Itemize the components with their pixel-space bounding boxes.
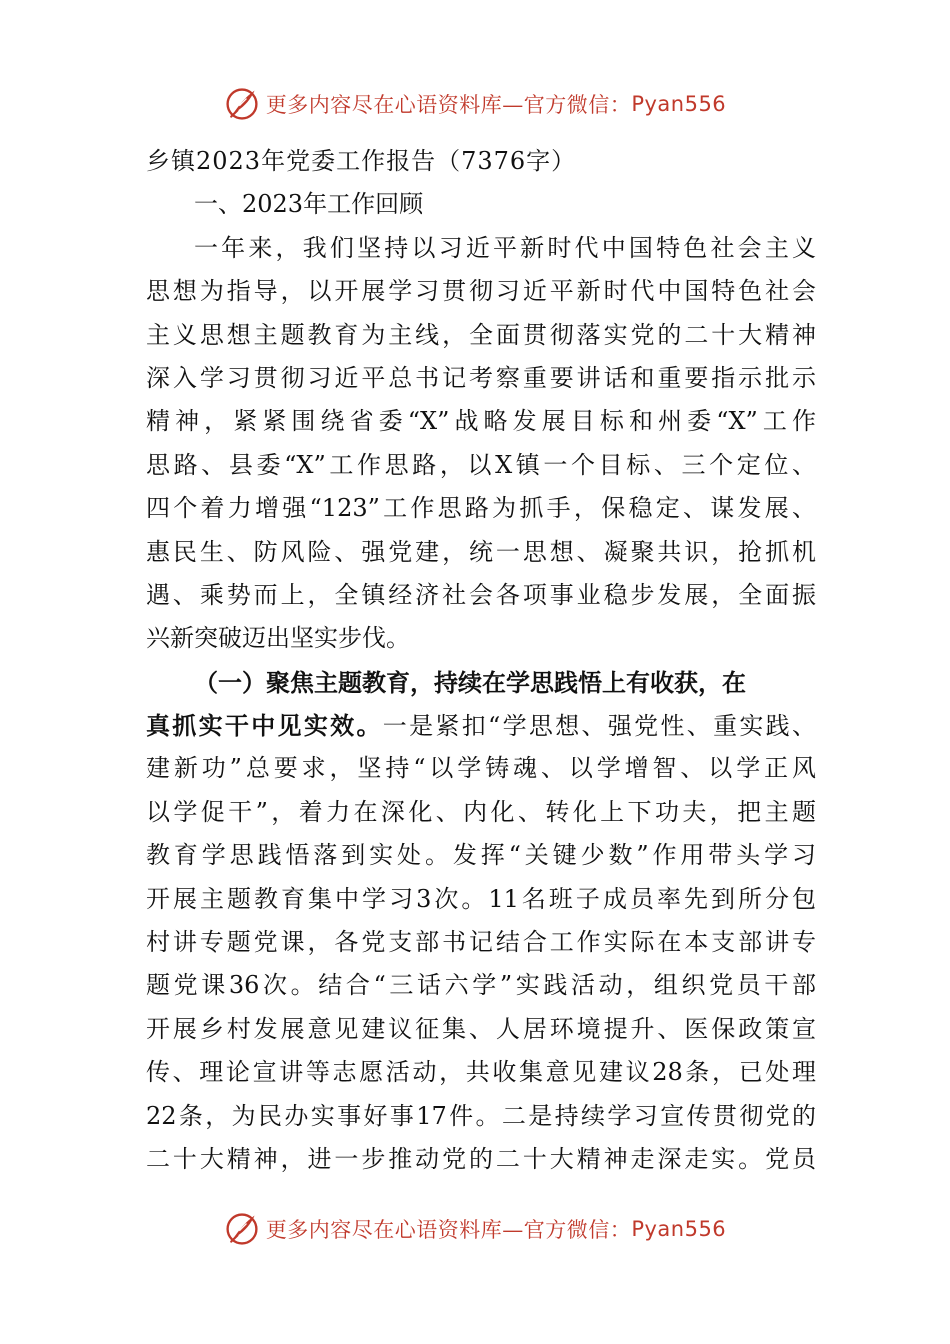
quill-logo-icon <box>224 86 260 122</box>
text-line: 四个着力增强“123”工作思路为抓手，保稳定、谋发展、 <box>146 494 816 523</box>
text-fragment: 一是紧扣“学思想、强党性、重实践、 <box>382 712 816 741</box>
paragraph-review <box>146 227 816 661</box>
text-line: 深入学习贯彻习近平总书记考察重要讲话和重要指示批示 <box>146 363 816 392</box>
text-line: 精神，紧紧围绕省委“X”战略发展目标和州委“X”工作 <box>146 407 816 436</box>
subheading-line: （一）聚焦主题教育，持续在学思践悟上有收获，在 <box>194 667 746 697</box>
text-line: 22条，为民办实事好事17件。二是持续学习宣传贯彻党的 <box>146 1101 816 1130</box>
text-line: 一年来，我们坚持以习近平新时代中国特色社会主义 <box>194 233 816 262</box>
text-line: 开展主题教育集中学习3次。11名班子成员率先到所分包 <box>146 884 816 913</box>
text-line: 村讲专题党课，各党支部书记结合工作实际在本支部讲专 <box>146 928 816 957</box>
text-line: 主义思想主题教育为主线，全面贯彻落实党的二十大精神 <box>146 320 816 349</box>
text-line: 思路、县委“X”工作思路，以X镇一个目标、三个定位、 <box>146 450 816 479</box>
text-line: 兴新突破迈出坚实步伐。 <box>146 624 410 653</box>
document-body <box>146 140 816 1181</box>
text-line-mixed <box>146 704 816 747</box>
text-line: 二十大精神，进一步推动党的二十大精神走深走实。党员 <box>146 1144 816 1173</box>
watermark-text: 更多内容尽在心语资料库—官方微信： <box>265 93 632 117</box>
text-line: 思想为指导，以开展学习贯彻习近平新时代中国特色社会 <box>146 277 816 306</box>
section-heading: 一、2023年工作回顾 <box>194 190 424 219</box>
quill-logo-icon <box>224 1211 260 1247</box>
text-line: 惠民生、防风险、强党建，统一思想、凝聚共识，抢抓机 <box>146 537 816 566</box>
text-line: 教育学思践悟落到实处。发挥“关键少数”作用带头学习 <box>146 841 816 870</box>
text-line: 遇、乘势而上，全镇经济社会各项事业稳步发展，全面振 <box>146 580 816 609</box>
footer-watermark <box>0 1209 950 1249</box>
text-line: 以学促干”，着力在深化、内化、转化上下功夫，把主题 <box>146 797 816 826</box>
watermark-wechat-id: Pyan556 <box>631 1217 727 1241</box>
text-line: 传、理论宣讲等志愿活动，共收集意见建议28条，已处理 <box>146 1058 816 1087</box>
text-line: 题党课36次。结合“三话六学”实践活动，组织党员干部 <box>146 971 816 1000</box>
text-line: 建新功”总要求，坚持“以学铸魂、以学增智、以学正风 <box>146 754 816 783</box>
header-watermark <box>0 84 950 124</box>
watermark-text: 更多内容尽在心语资料库—官方微信： <box>265 1218 632 1242</box>
document-title: 乡镇2023年党委工作报告（7376字） <box>146 147 577 175</box>
text-line: 开展乡村发展意见建议征集、人居环境提升、医保政策宣 <box>146 1014 816 1043</box>
paragraph-theme-education <box>146 661 816 1182</box>
watermark-wechat-id: Pyan556 <box>631 92 727 116</box>
subheading-continuation: 真抓实干中见实效。 <box>146 711 383 741</box>
